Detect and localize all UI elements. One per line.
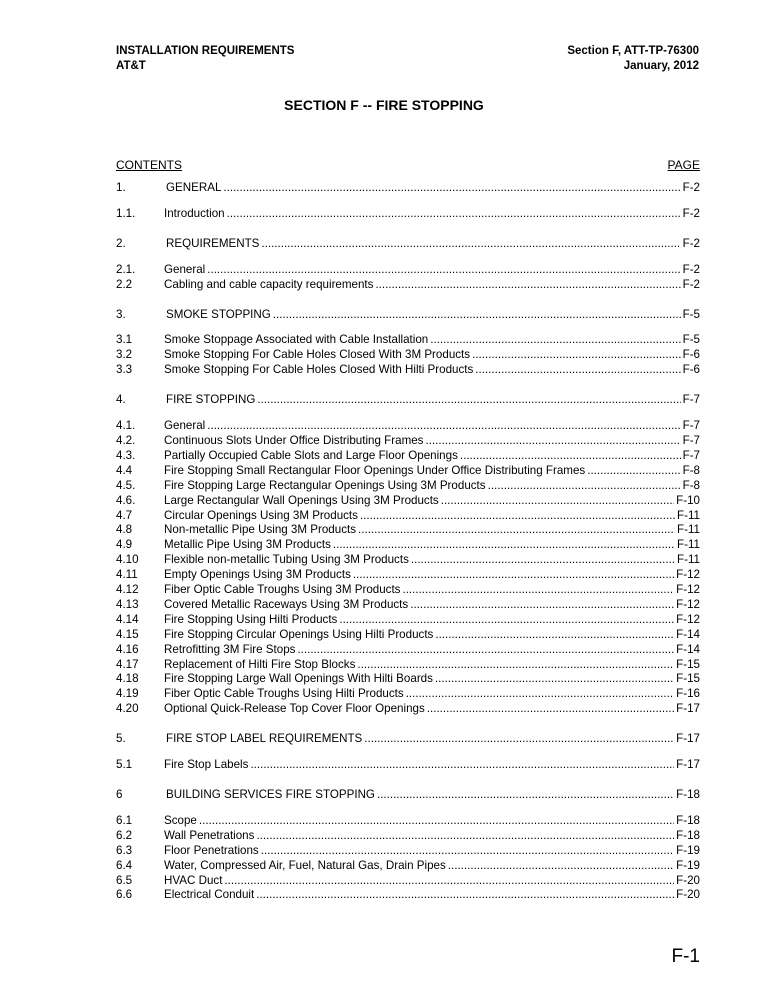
toc-entry-title: BUILDING SERVICES FIRE STOPPING [166,788,375,801]
toc-entry-number: 6.6 [116,888,133,902]
toc-entry-title: Cabling and cable capacity requirements [164,277,374,291]
toc-subsection-entry[interactable] [116,207,700,222]
toc-entry-title: Flexible non-metallic Tubing Using 3M Products [164,553,409,567]
toc-section-entry[interactable] [116,308,700,323]
toc-entry-number: 6.2 [116,828,133,842]
toc-entry-number: 6.5 [116,873,133,887]
page-number: F-1 [671,946,700,967]
page-column-label: PAGE [667,158,700,172]
toc-entry-page: F-7 [682,393,700,407]
toc-entry-title: Empty Openings Using 3M Products [164,568,351,582]
toc-dot-leader [406,687,674,702]
toc-dot-leader [257,393,680,408]
toc-section-entry[interactable] [116,393,700,408]
toc-entry-title: Smoke Stopping For Cable Holes Closed With 3M Products [164,348,471,362]
toc-entry-number: 4.3. [116,448,136,462]
toc-subsection-entry[interactable] [116,538,700,553]
toc-entry-number: 3.3 [116,363,133,377]
toc-subsection-entry[interactable] [116,643,700,658]
toc-entry-title: Circular Openings Using 3M Products [164,508,358,522]
toc-entry-page: F-8 [682,478,700,492]
toc-dot-leader [460,449,681,464]
toc-entry-number: 3.1 [116,333,133,347]
toc-subsection-entry[interactable] [116,758,700,773]
toc-subsection-entry[interactable] [116,888,700,903]
toc-dot-leader [207,263,680,278]
toc-subsection-entry[interactable] [116,613,700,628]
toc-section-entry[interactable] [116,181,700,196]
toc-subsection-entry[interactable] [116,419,700,434]
toc-entry-title: Metallic Pipe Using 3M Products [164,538,331,552]
toc-subsection-entry[interactable] [116,278,700,293]
toc-section [116,308,700,379]
toc-entry-page: F-12 [676,612,700,626]
toc-dot-leader [261,237,680,252]
toc-entry-number: 4.17 [116,657,139,671]
toc-subsection-entry[interactable] [116,464,700,479]
toc-entry-page: F-20 [676,888,700,902]
toc-dot-leader [475,363,680,378]
toc-dot-leader [430,333,680,348]
toc-entry-page: F-12 [676,597,700,611]
toc-entry-number: 2.1. [116,262,136,276]
toc-subsection-entry[interactable] [116,553,700,568]
toc-dot-leader [261,844,674,859]
toc-entry-title: FIRE STOPPING [166,393,256,407]
toc-entry-page: F-2 [682,236,700,250]
toc-entry-number: 3.2 [116,348,133,362]
toc-subsection-entry[interactable] [116,434,700,449]
toc-dot-leader [353,568,674,583]
toc-dot-leader [587,464,680,479]
header-section-id: Section F, ATT-TP-76300 [567,45,699,57]
toc-dot-leader [435,672,674,687]
toc-entry-number: 4.16 [116,642,139,656]
toc-dot-leader [375,278,680,293]
table-of-contents [116,176,700,916]
toc-subsection-entry[interactable] [116,687,700,702]
toc-entry-number: 3. [116,307,126,321]
toc-entry-page: F-10 [676,493,700,507]
toc-entry-title: Covered Metallic Raceways Using 3M Products [164,597,409,611]
toc-entry-number: 4.9 [116,538,133,552]
header-left [116,44,294,74]
header-date: January, 2012 [623,60,699,72]
toc-subsection-entry[interactable] [116,494,700,509]
toc-entry-title: Introduction [164,206,225,220]
toc-subsection-entry[interactable] [116,263,700,278]
toc-entry-page: F-19 [676,843,700,857]
toc-section [116,393,700,717]
toc-entry-number: 4.1. [116,419,136,433]
toc-subsection-entry[interactable] [116,509,700,524]
toc-entry-number: 4.12 [116,583,139,597]
toc-dot-leader [333,538,675,553]
toc-entry-title: Partially Occupied Cable Slots and Large Floor Openings [164,448,458,462]
toc-entry-number: 1. [116,181,126,194]
toc-entry-title: HVAC Duct [164,873,223,887]
toc-dot-leader [360,509,675,524]
toc-entry-number: 5. [116,732,126,746]
header-org-title: INSTALLATION REQUIREMENTS [116,45,295,57]
toc-dot-leader [411,553,675,568]
toc-entry-title: Large Rectangular Wall Openings Using 3M Products [164,493,439,507]
toc-subsection-entry[interactable] [116,658,700,673]
toc-entry-number: 6 [116,788,123,801]
toc-dot-leader [364,732,674,747]
toc-entry-page: F-20 [676,873,700,887]
toc-entry-page: F-16 [676,687,700,701]
toc-entry-page: F-14 [676,627,700,641]
toc-entry-number: 4.2. [116,433,136,447]
toc-dot-leader [448,859,674,874]
toc-entry-number: 2.2 [116,277,133,291]
toc-subsection-entry[interactable] [116,568,700,583]
toc-section-entry[interactable] [116,788,700,803]
toc-entry-title: Fire Stopping Large Wall Openings With Hilti Boards [164,672,433,686]
toc-subsection-entry[interactable] [116,598,700,613]
toc-entry-number: 4.5. [116,478,136,492]
page-title: SECTION F -- FIRE STOPPING [284,97,484,113]
toc-entry-page: F-12 [676,568,700,582]
toc-subsection-entry[interactable] [116,449,700,464]
toc-entry-page: F-15 [676,672,700,686]
toc-entry-title: Fire Stopping Small Rectangular Floor Openings Under Office Distributing Frames [164,463,586,477]
toc-dot-leader [207,419,680,434]
header-company: AT&T [116,60,146,72]
toc-entry-title: Floor Penetrations [164,843,259,857]
toc-entry-page: F-11 [677,538,700,552]
toc-subsection-entry[interactable] [116,628,700,643]
toc-entry-title: Electrical Conduit [164,888,255,902]
toc-entry-number: 4.18 [116,672,139,686]
toc-entry-page: F-17 [676,758,700,772]
toc-entry-title: Continuous Slots Under Office Distributing Frames [164,433,424,447]
toc-entry-page: F-18 [676,813,700,827]
toc-entry-number: 4.7 [116,508,133,522]
toc-section-entry[interactable] [116,732,700,747]
toc-section-entry[interactable] [116,237,700,252]
toc-entry-page: F-8 [682,463,700,477]
toc-dot-leader [488,479,681,494]
toc-dot-leader [297,643,674,658]
toc-dot-leader [441,494,674,509]
toc-entry-page: F-17 [676,702,700,716]
toc-entry-title: Fiber Optic Cable Troughs Using 3M Products [164,583,401,597]
toc-entry-page: F-19 [676,858,700,872]
toc-entry-title: Scope [164,813,197,827]
toc-entry-title: FIRE STOP LABEL REQUIREMENTS [166,732,363,746]
toc-dot-leader [410,598,674,613]
toc-entry-page: F-2 [682,262,700,276]
toc-dot-leader [256,888,674,903]
toc-entry-page: F-12 [676,583,700,597]
toc-section [116,181,700,222]
toc-section [116,732,700,773]
toc-entry-page: F-6 [682,348,700,362]
toc-entry-page: F-5 [682,307,700,321]
toc-section [116,237,700,293]
toc-dot-leader [339,613,674,628]
toc-entry-page: F-2 [682,277,700,291]
toc-section [116,788,700,903]
toc-subsection-entry[interactable] [116,672,700,687]
toc-dot-leader [402,583,674,598]
toc-entry-page: F-17 [676,732,700,746]
toc-entry-title: Optional Quick-Release Top Cover Floor Openings [164,702,425,716]
toc-subsection-entry[interactable] [116,874,700,889]
toc-subsection-entry[interactable] [116,363,700,378]
toc-dot-leader [227,207,681,222]
toc-entry-title: Fire Stopping Circular Openings Using Hilti Products [164,627,434,641]
header-right [567,44,699,74]
toc-entry-title: Retrofitting 3M Fire Stops [164,642,296,656]
toc-subsection-entry[interactable] [116,348,700,363]
toc-dot-leader [256,829,674,844]
toc-entry-title: Fire Stopping Using Hilti Products [164,612,338,626]
toc-subsection-entry[interactable] [116,859,700,874]
toc-entry-title: Fiber Optic Cable Troughs Using Hilti Products [164,687,404,701]
toc-entry-number: 6.4 [116,858,133,872]
toc-dot-leader [435,628,674,643]
toc-subsection-entry[interactable] [116,829,700,844]
toc-subsection-entry[interactable] [116,702,700,717]
toc-entry-number: 6.1 [116,813,133,827]
toc-entry-title: Fire Stopping Large Rectangular Openings Using 3M Products [164,478,486,492]
toc-entry-page: F-11 [677,508,700,522]
toc-dot-leader [427,702,674,717]
toc-entry-title: Water, Compressed Air, Fuel, Natural Gas, Drain Pipes [164,858,446,872]
toc-dot-leader [199,814,674,829]
toc-entry-page: F-2 [682,206,700,220]
toc-entry-title: Fire Stop Labels [164,758,249,772]
toc-subsection-entry[interactable] [116,333,700,348]
toc-dot-leader [224,874,674,889]
toc-entry-title: REQUIREMENTS [166,236,260,250]
toc-entry-number: 1.1. [116,206,136,220]
toc-entry-number: 4.15 [116,627,139,641]
toc-entry-title: SMOKE STOPPING [166,307,271,321]
toc-dot-leader [250,758,674,773]
toc-entry-page: F-18 [676,788,700,801]
toc-entry-title: Replacement of Hilti Fire Stop Blocks [164,657,356,671]
toc-entry-page: F-2 [682,181,700,194]
toc-dot-leader [273,308,681,323]
toc-entry-number: 4.13 [116,597,139,611]
toc-entry-title: General [164,262,206,276]
toc-entry-page: F-5 [682,333,700,347]
toc-entry-title: General [164,419,206,433]
toc-entry-title: Smoke Stopping For Cable Holes Closed With Hilti Products [164,363,474,377]
toc-entry-page: F-7 [682,419,700,433]
toc-entry-number: 4.8 [116,523,133,537]
toc-subsection-entry[interactable] [116,523,700,538]
toc-subsection-entry[interactable] [116,583,700,598]
toc-subsection-entry[interactable] [116,479,700,494]
toc-entry-number: 4.19 [116,687,139,701]
toc-entry-number: 4.4 [116,463,133,477]
toc-entry-page: F-11 [677,523,700,537]
toc-dot-leader [357,658,674,673]
toc-dot-leader [358,523,675,538]
toc-entry-number: 4.11 [116,568,138,582]
toc-entry-number: 4.6. [116,493,136,507]
toc-dot-leader [377,788,674,803]
toc-entry-page: F-18 [676,828,700,842]
toc-entry-page: F-6 [682,363,700,377]
toc-entry-title: Non-metallic Pipe Using 3M Products [164,523,357,537]
toc-entry-title: GENERAL [166,181,222,194]
toc-entry-page: F-11 [677,553,700,567]
toc-entry-number: 6.3 [116,843,133,857]
toc-entry-number: 4.14 [116,612,139,626]
toc-entry-number: 5.1 [116,758,133,772]
contents-label: CONTENTS [116,158,182,172]
toc-entry-number: 4.10 [116,553,139,567]
toc-dot-leader [223,181,680,196]
toc-entry-page: F-7 [682,448,700,462]
toc-subsection-entry[interactable] [116,814,700,829]
toc-entry-number: 4.20 [116,702,139,716]
toc-entry-page: F-7 [682,433,700,447]
toc-dot-leader [472,348,681,363]
toc-entry-number: 4. [116,393,126,407]
toc-entry-title: Smoke Stoppage Associated with Cable Installation [164,333,429,347]
toc-dot-leader [425,434,680,449]
toc-entry-page: F-14 [676,642,700,656]
toc-entry-title: Wall Penetrations [164,828,255,842]
toc-entry-number: 2. [116,236,126,250]
toc-entry-page: F-15 [676,657,700,671]
toc-subsection-entry[interactable] [116,844,700,859]
